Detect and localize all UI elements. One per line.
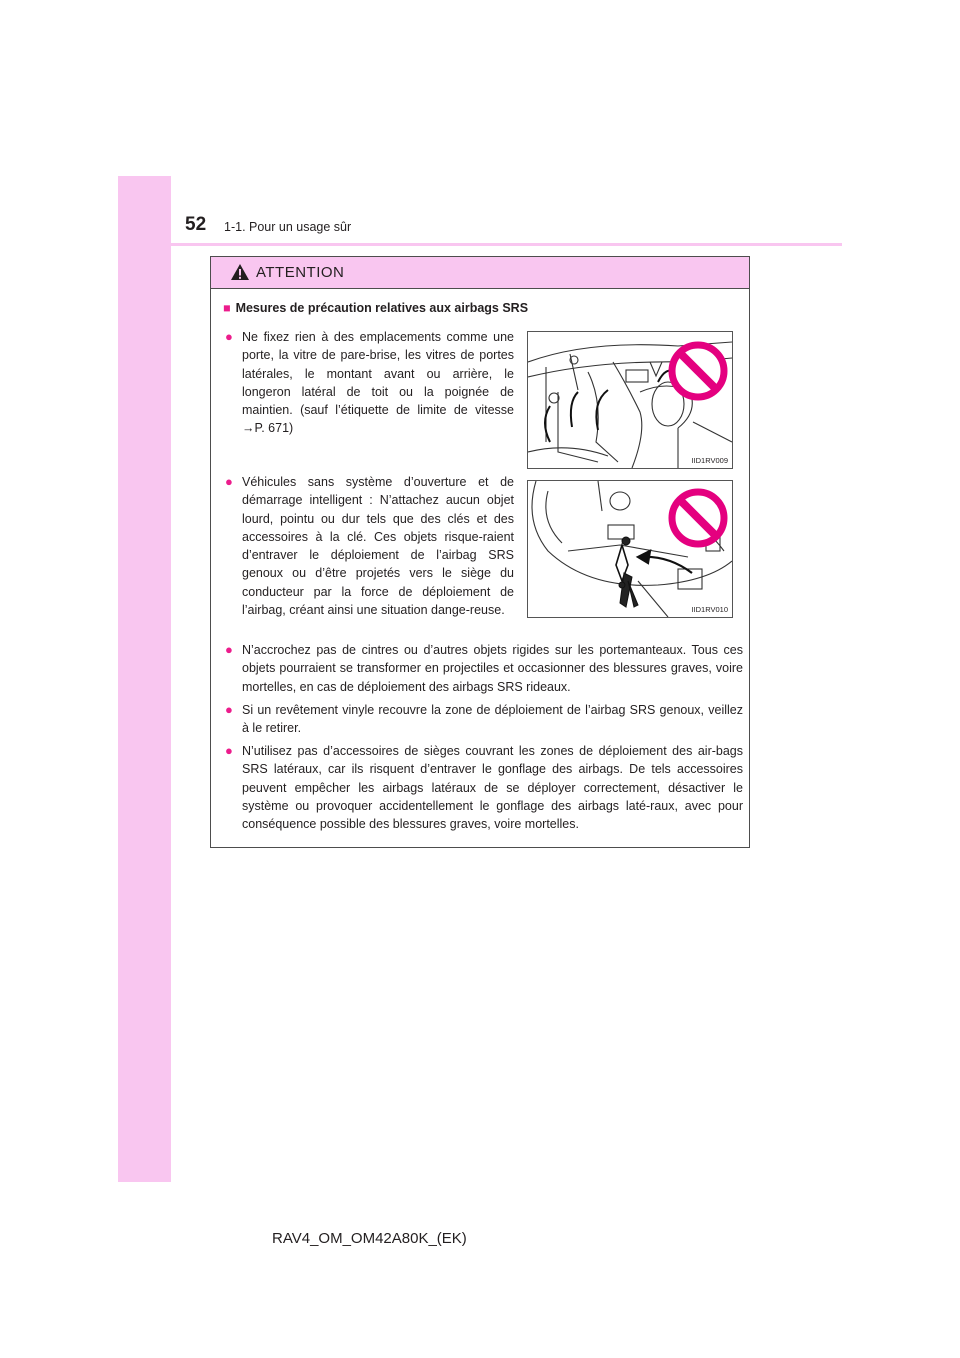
bullet-icon: ● xyxy=(225,642,233,657)
list-item xyxy=(225,742,743,833)
list-item-text: N’accrochez pas de cintres ou d’autres objets rigides sur les portemanteaux. Tous ces objets pourraient se transformer en projectiles et occasionner des blessures graves, voire mortelles, en cas de déploiement des airbags SRS rideaux. xyxy=(242,643,743,694)
side-tab xyxy=(118,176,171,1182)
list-item-text: Si un revêtement vinyle recouvre la zone de déploiement de l’airbag SRS genoux, veillez à le retirer. xyxy=(242,703,743,736)
warning-triangle-icon xyxy=(230,263,250,281)
section-title: 1-1. Pour un usage sûr xyxy=(224,220,352,234)
prohibited-icon xyxy=(667,487,729,549)
list-item xyxy=(225,641,743,696)
warning-subheading xyxy=(223,301,528,315)
warning-box xyxy=(210,256,750,848)
list-item xyxy=(225,328,514,438)
bullet-icon: ● xyxy=(225,329,233,344)
figure-code: IID1RV010 xyxy=(691,605,728,614)
figure-windshield xyxy=(527,331,733,469)
subheading-text: Mesures de précaution relatives aux airbags SRS xyxy=(235,301,529,315)
list-item xyxy=(225,701,743,738)
page-number: 52 xyxy=(185,214,207,235)
warning-header xyxy=(211,257,749,289)
list-item-text: Véhicules sans système d’ouverture et de démarrage intelligent : N’attachez aucun objet lourd, pointu ou dur tels que des clés et des accessoires à la clé. Ces objets risque-raient d’entraver le déploiement de l’airbag SRS genoux ou d’être projetés vers le siège du conducteur par la force de déploiement de l’airbag, créant ainsi une situation dange-reuse. xyxy=(242,475,514,618)
bullet-icon: ● xyxy=(225,743,233,758)
square-bullet-icon: ■ xyxy=(223,301,231,315)
list-item-text: Ne fixez rien à des emplacements comme une porte, la vitre de pare-brise, les vitres de portes latérales, le montant avant ou arrière, le longeron latéral de toit ou la poignée de maintien. (sauf l’étiquette de limite de vitesse →P. 671) xyxy=(242,330,514,436)
prohibited-icon xyxy=(667,340,729,402)
bullet-icon: ● xyxy=(225,702,233,717)
warning-title: ATTENTION xyxy=(256,264,345,281)
figure-key-ring xyxy=(527,480,733,618)
list-item xyxy=(225,473,514,619)
figure-code: IID1RV009 xyxy=(691,456,728,465)
list-item-text: N’utilisez pas d’accessoires de sièges couvrant les zones de déploiement des air-bags SRS latéraux, car ils risquent d’entraver le gonflage des airbags. De tels accessoires peuvent empêcher les airbags latéraux de se déployer correctement, désactiver le système ou provoquer accidentellement le gonflage des airbags laté-raux, avec pour conséquence possible des blessures graves, voire mortelles. xyxy=(242,744,743,832)
header-rule xyxy=(118,243,842,246)
bullet-icon: ● xyxy=(225,474,233,489)
document-code: RAV4_OM_OM42A80K_(EK) xyxy=(272,1230,467,1247)
